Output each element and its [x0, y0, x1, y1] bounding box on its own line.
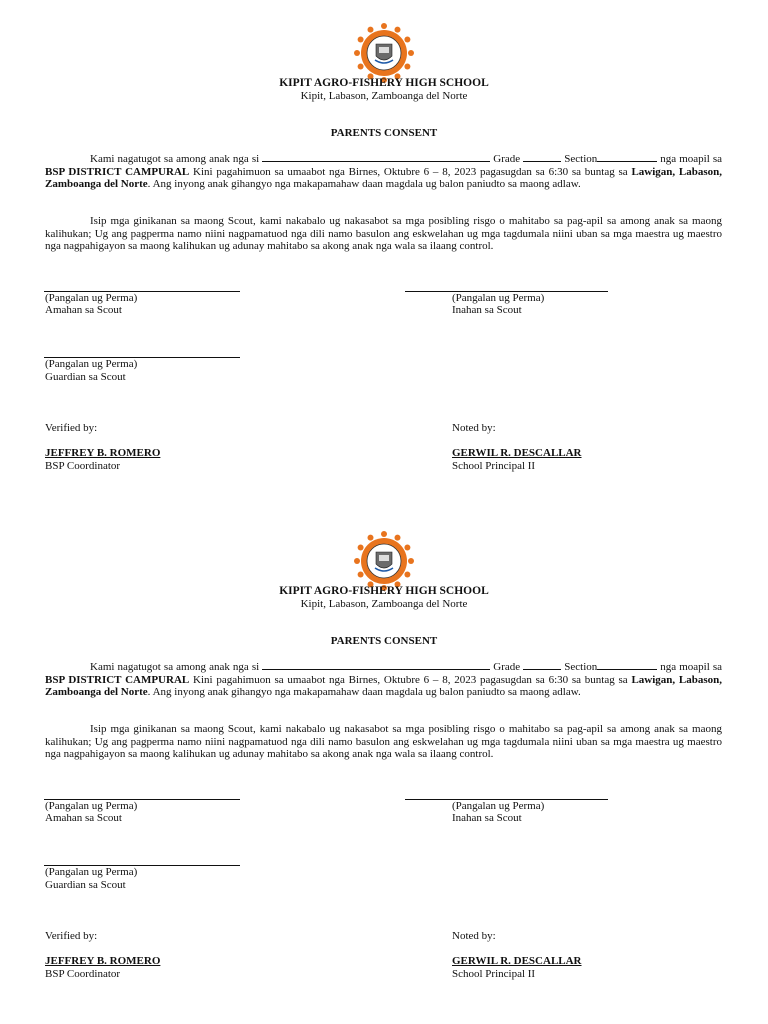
verifier-position: BSP Coordinator: [45, 460, 121, 472]
school-name: KIPIT AGRO-FISHERY HIGH SCHOOL: [279, 77, 489, 89]
verifier-position: BSP Coordinator: [45, 968, 121, 980]
school-seal-icon: [353, 22, 415, 84]
grade-blank[interactable]: [523, 660, 561, 670]
event-name: BSP DISTRICT CAMPURAL: [45, 165, 190, 178]
grade-label: Grade: [493, 661, 521, 673]
guardian-signature-caption: (Pangalan ug Perma): [45, 358, 138, 370]
intro-text: Kami nagatugot sa among anak nga si: [90, 661, 260, 673]
section-label: Section: [564, 153, 598, 165]
guardian-role: Guardian sa Scout: [45, 879, 126, 891]
schedule-text: Kini pagahimuon sa umaabot nga Birnes, Oktubre 6 – 8, 2023 pagasugdan sa 6:30 sa buntag sa: [193, 673, 628, 686]
mother-signature-caption: (Pangalan ug Perma): [452, 800, 545, 812]
principal-position: School Principal II: [452, 460, 536, 472]
verified-by-label: Verified by:: [45, 422, 98, 434]
noted-by-label: Noted by:: [452, 422, 496, 434]
verifier-name: JEFFREY B. ROMERO: [45, 447, 161, 459]
responsibility-paragraph: [45, 723, 722, 761]
consent-paragraph: [45, 152, 722, 191]
responsibility-text: Isip mga ginikanan sa maong Scout, kami nakabalo ug nakasabot sa mga posibling risgo o mahitabo sa pag-apil sa among anak sa maong kalihukan; Ug ang pagperma namo niini nagpamatuod nga dili namo basulon ang eskwelahan ug mga tagdumala niini uban sa mga maestra ug maestro nga nagpahigayon sa maong kalihukan ug adunay mahitabo sa akong anak nga wala sa ilaang control.: [45, 215, 722, 252]
school-address: Kipit, Labason, Zamboanga del Norte: [300, 90, 468, 102]
document-title: PARENTS CONSENT: [330, 635, 438, 647]
school-name: KIPIT AGRO-FISHERY HIGH SCHOOL: [279, 585, 489, 597]
verified-by-label: Verified by:: [45, 930, 98, 942]
event-name: BSP DISTRICT CAMPURAL: [45, 673, 190, 686]
document-title: PARENTS CONSENT: [330, 127, 438, 139]
grade-blank[interactable]: [523, 152, 561, 162]
father-signature-caption: (Pangalan ug Perma): [45, 800, 138, 812]
venue-name: Lawigan, Labason, Zamboanga del Norte: [45, 673, 723, 698]
responsibility-text: Isip mga ginikanan sa maong Scout, kami nakabalo ug nakasabot sa mga posibling risgo o mahitabo sa pag-apil sa among anak sa maong kalihukan; Ug ang pagperma namo niini nagpamatuod nga dili namo basulon ang eskwelahan ug mga tagdumala niini uban sa mga maestra ug maestro nga nagpahigayon sa maong kalihukan ug adunay mahitabo sa akong anak nga wala sa ilaang control.: [45, 723, 722, 760]
father-role: Amahan sa Scout: [45, 304, 122, 316]
closing-text: . Ang inyong anak gihangyo nga makapamahaw daan magdala ug balon paniudto sa maong adlaw.: [147, 178, 581, 190]
mother-role: Inahan sa Scout: [452, 812, 522, 824]
mother-role: Inahan sa Scout: [452, 304, 522, 316]
principal-name: GERWIL R. DESCALLAR: [452, 447, 582, 459]
section-blank[interactable]: [597, 660, 657, 670]
verifier-name: JEFFREY B. ROMERO: [45, 955, 161, 967]
consent-form-copy-1: [0, 0, 768, 508]
principal-name: GERWIL R. DESCALLAR: [452, 955, 582, 967]
section-label: Section: [564, 661, 598, 673]
father-role: Amahan sa Scout: [45, 812, 122, 824]
mother-signature-caption: (Pangalan ug Perma): [452, 292, 545, 304]
consent-paragraph: [45, 660, 722, 699]
principal-position: School Principal II: [452, 968, 536, 980]
section-blank[interactable]: [597, 152, 657, 162]
school-seal-icon: [353, 530, 415, 592]
grade-label: Grade: [493, 153, 521, 165]
guardian-signature-caption: (Pangalan ug Perma): [45, 866, 138, 878]
child-name-blank[interactable]: [262, 152, 490, 162]
closing-text: . Ang inyong anak gihangyo nga makapamahaw daan magdala ug balon paniudto sa maong adlaw.: [147, 686, 581, 698]
school-address: Kipit, Labason, Zamboanga del Norte: [300, 598, 468, 610]
moapil-text: moapil sa: [679, 661, 722, 673]
nga-text: nga: [660, 661, 677, 673]
intro-text: Kami nagatugot sa among anak nga si: [90, 153, 260, 165]
father-signature-caption: (Pangalan ug Perma): [45, 292, 138, 304]
schedule-text: Kini pagahimuon sa umaabot nga Birnes, Oktubre 6 – 8, 2023 pagasugdan sa 6:30 sa buntag sa: [193, 165, 628, 178]
responsibility-paragraph: [45, 215, 722, 253]
consent-form-copy-2: [0, 508, 768, 1016]
noted-by-label: Noted by:: [452, 930, 496, 942]
venue-name: Lawigan, Labason, Zamboanga del Norte: [45, 165, 723, 190]
child-name-blank[interactable]: [262, 660, 490, 670]
guardian-role: Guardian sa Scout: [45, 371, 126, 383]
moapil-text: moapil sa: [679, 153, 722, 165]
nga-text: nga: [660, 153, 677, 165]
